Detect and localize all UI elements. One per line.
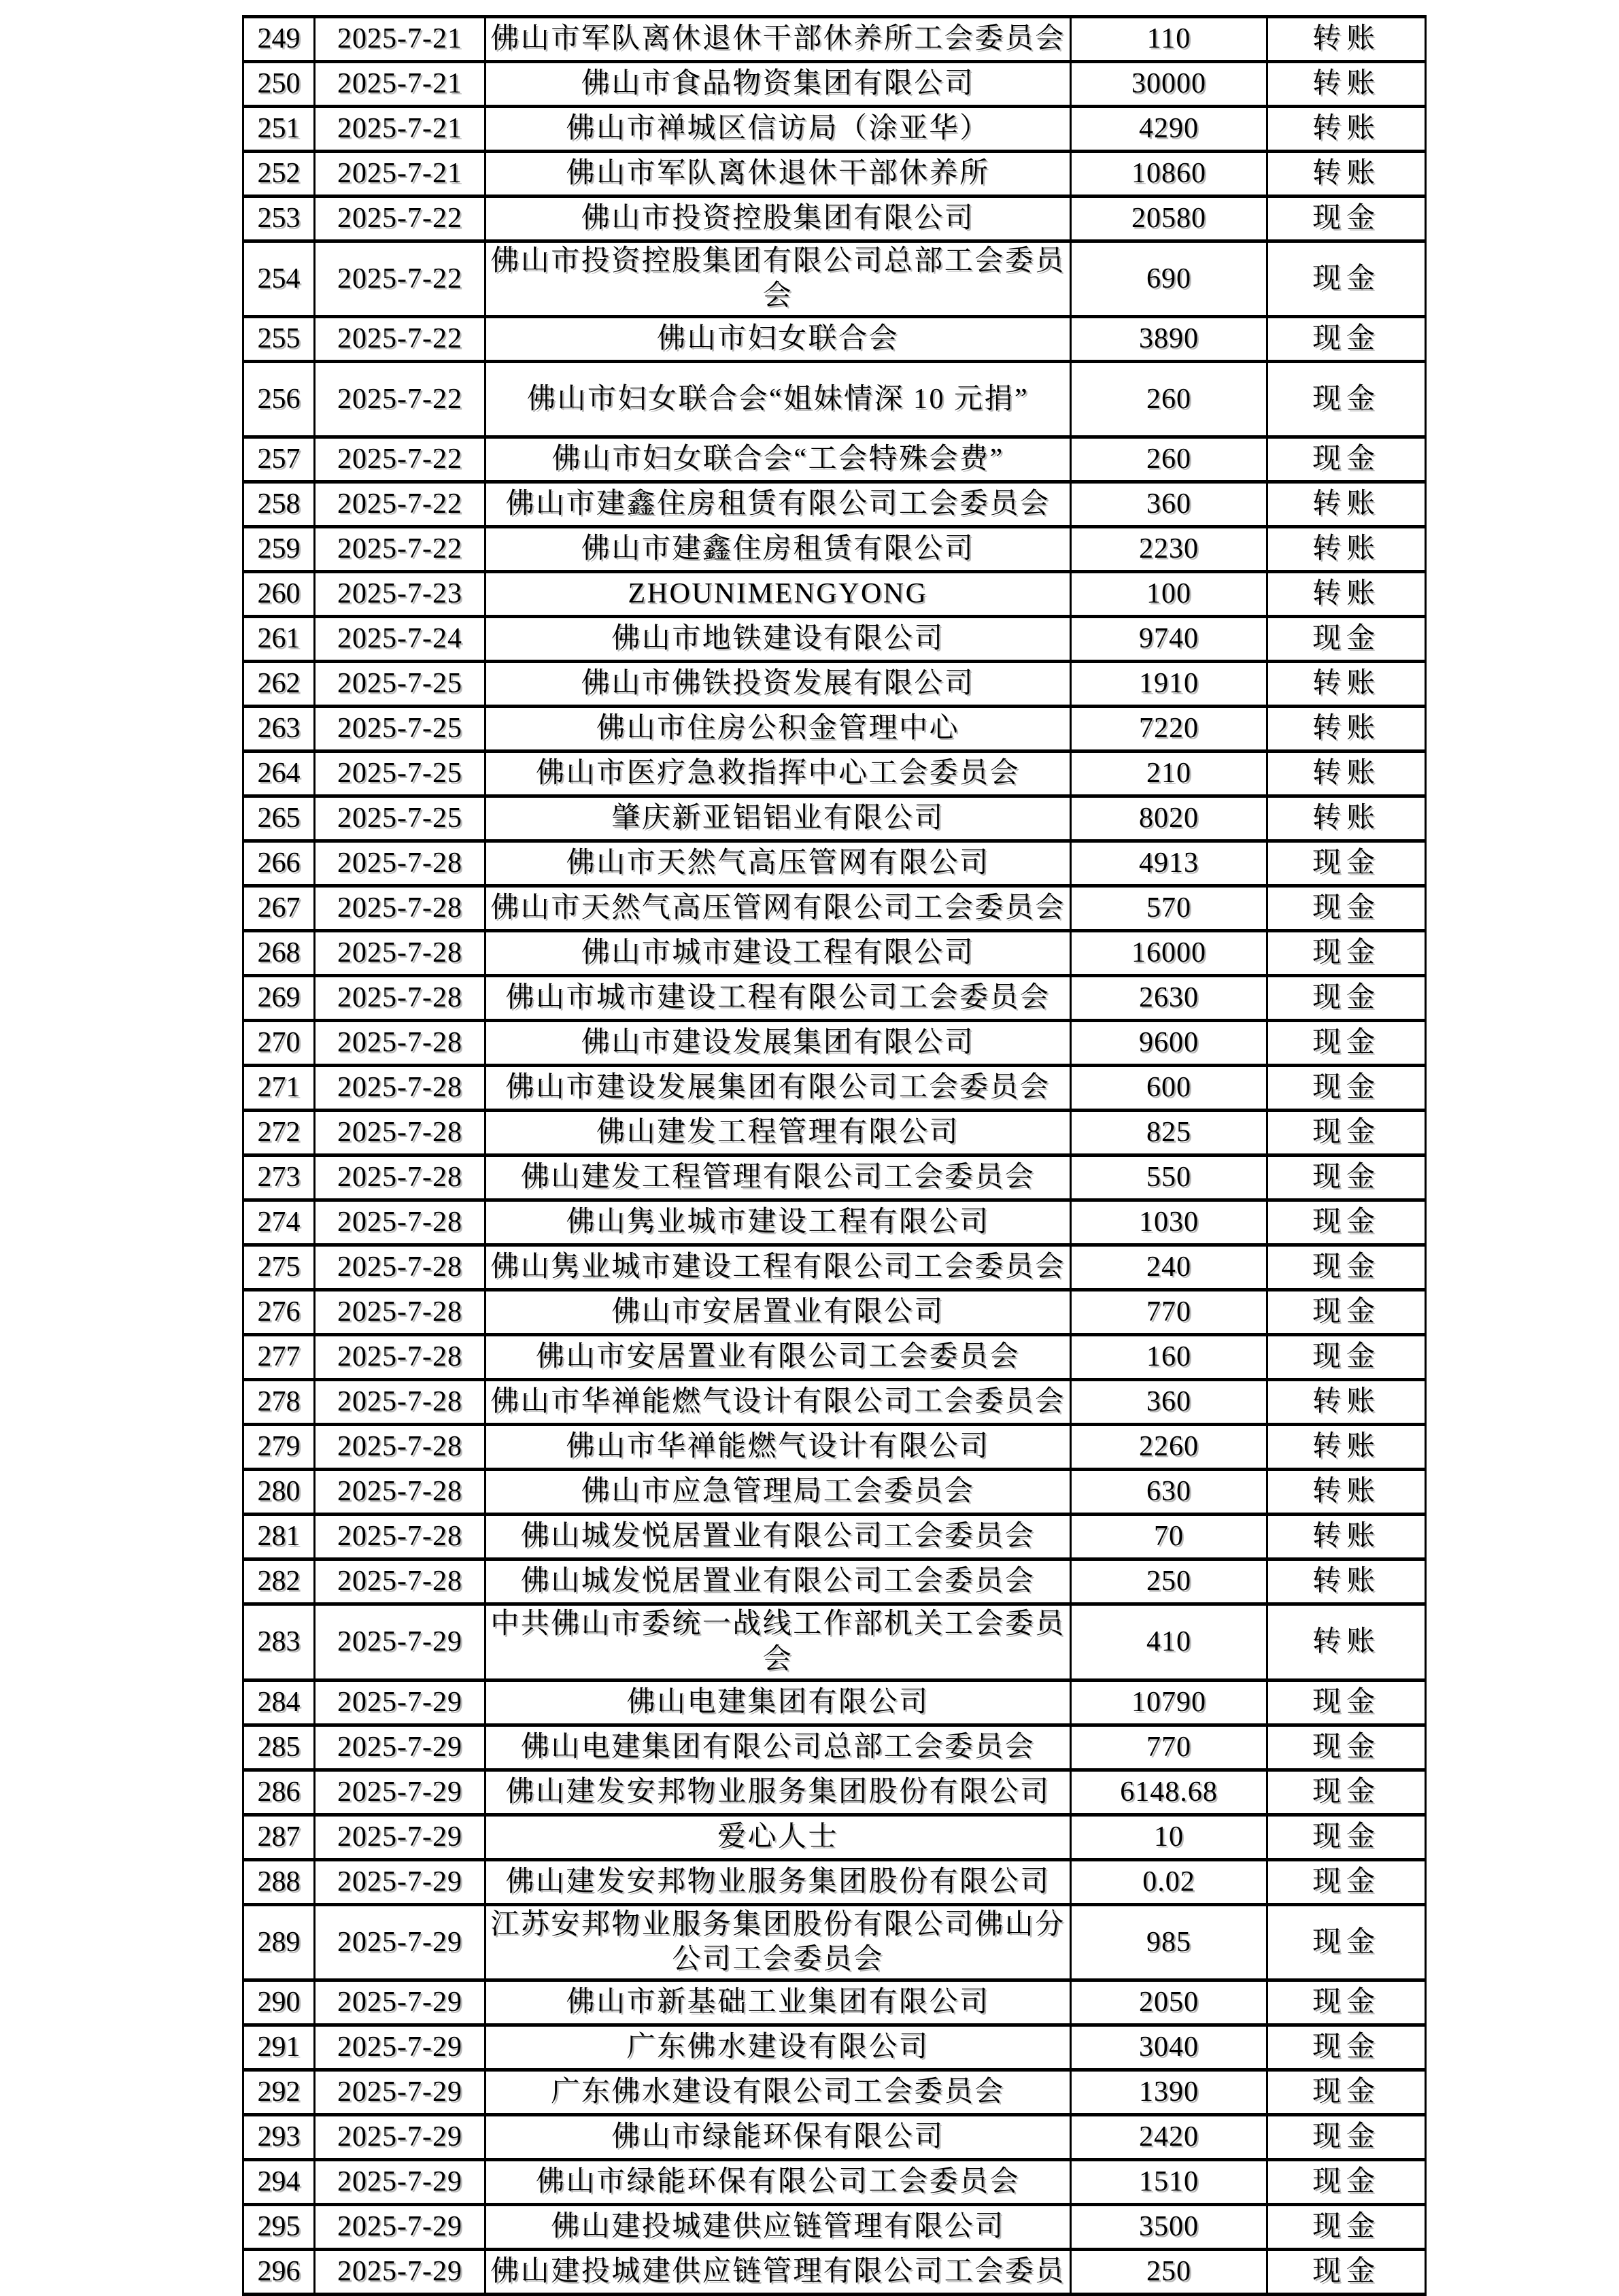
cell-amount: 2050 (1071, 1980, 1267, 2025)
cell-serial-number: 256 (243, 362, 315, 437)
cell-date: 2025-7-28 (315, 1515, 485, 1559)
cell-date: 2025-7-25 (315, 752, 485, 796)
table-row (243, 197, 1426, 241)
table-row (243, 107, 1426, 152)
table-row (243, 482, 1426, 527)
cell-payment-method: 转账 (1267, 796, 1426, 841)
cell-serial-number: 265 (243, 796, 315, 841)
cell-amount: 3040 (1071, 2025, 1267, 2070)
table-row (243, 841, 1426, 886)
cell-serial-number: 261 (243, 617, 315, 662)
cell-payment-method: 现金 (1267, 617, 1426, 662)
cell-serial-number: 279 (243, 1425, 315, 1470)
table-row (243, 437, 1426, 482)
cell-payer-name: 佛山电建集团有限公司 (485, 1680, 1071, 1725)
cell-payer-name: 江苏安邦物业服务集团股份有限公司佛山分公司工会委员会 (485, 1904, 1071, 1980)
table-row (243, 2025, 1426, 2070)
cell-payment-method: 现金 (1267, 1111, 1426, 1155)
cell-payer-name: 佛山市天然气高压管网有限公司工会委员会 (485, 886, 1071, 931)
table-row (243, 1904, 1426, 1980)
cell-payment-method: 转账 (1267, 707, 1426, 752)
table-row (243, 1335, 1426, 1380)
cell-serial-number: 273 (243, 1155, 315, 1200)
cell-date: 2025-7-28 (315, 886, 485, 931)
cell-payer-name: 佛山市应急管理局工会委员会 (485, 1470, 1071, 1515)
cell-amount: 770 (1071, 1725, 1267, 1770)
cell-payer-name: 广东佛水建设有限公司 (485, 2025, 1071, 2070)
cell-payer-name: 佛山市佛铁投资发展有限公司 (485, 662, 1071, 707)
cell-date: 2025-7-29 (315, 1980, 485, 2025)
cell-date: 2025-7-28 (315, 1155, 485, 1200)
cell-serial-number: 267 (243, 886, 315, 931)
table-row (243, 931, 1426, 976)
cell-payment-method: 现金 (1267, 1290, 1426, 1335)
cell-payer-name: 佛山市军队离休退休干部休养所 (485, 152, 1071, 197)
cell-payment-method: 现金 (1267, 2205, 1426, 2250)
cell-amount: 250 (1071, 1559, 1267, 1604)
cell-date: 2025-7-28 (315, 1470, 485, 1515)
cell-amount: 2420 (1071, 2115, 1267, 2160)
cell-payer-name: 佛山市禅城区信访局（涂亚华） (485, 107, 1071, 152)
cell-payer-name: 中共佛山市委统一战线工作部机关工会委员会 (485, 1604, 1071, 1680)
cell-payment-method: 现金 (1267, 1725, 1426, 1770)
cell-serial-number: 282 (243, 1559, 315, 1604)
table-row (243, 617, 1426, 662)
table-row (243, 1725, 1426, 1770)
cell-payer-name: 佛山电建集团有限公司总部工会委员会 (485, 1725, 1071, 1770)
cell-serial-number: 252 (243, 152, 315, 197)
cell-payer-name: 佛山建发安邦物业服务集团股份有限公司 (485, 1770, 1071, 1814)
cell-payer-name: 佛山建发工程管理有限公司工会委员会 (485, 1155, 1071, 1200)
cell-amount: 630 (1071, 1470, 1267, 1515)
cell-date: 2025-7-29 (315, 1680, 485, 1725)
table-row (243, 362, 1426, 437)
cell-payer-name: ZHOUNIMENGYONG (485, 572, 1071, 617)
cell-payment-method: 现金 (1267, 1200, 1426, 1245)
cell-date: 2025-7-28 (315, 1200, 485, 1245)
cell-payment-method: 现金 (1267, 886, 1426, 931)
table-row (243, 1770, 1426, 1814)
cell-payer-name: 佛山市妇女联合会“姐妹情深 10 元捐” (485, 362, 1071, 437)
table-row (243, 1200, 1426, 1245)
cell-payer-name: 爱心人士 (485, 1814, 1071, 1859)
cell-payer-name: 佛山市建设发展集团有限公司工会委员会 (485, 1066, 1071, 1111)
cell-payment-method: 转账 (1267, 662, 1426, 707)
cell-serial-number: 260 (243, 572, 315, 617)
table-row (243, 1814, 1426, 1859)
cell-amount: 985 (1071, 1904, 1267, 1980)
cell-amount: 110 (1071, 17, 1267, 62)
cell-payment-method: 现金 (1267, 1904, 1426, 1980)
cell-date: 2025-7-29 (315, 2115, 485, 2160)
cell-payment-method: 现金 (1267, 197, 1426, 241)
table-row (243, 2160, 1426, 2205)
table-row (243, 317, 1426, 362)
cell-payer-name: 佛山市城市建设工程有限公司工会委员会 (485, 976, 1071, 1021)
cell-payment-method: 现金 (1267, 1814, 1426, 1859)
cell-amount: 10 (1071, 1814, 1267, 1859)
cell-date: 2025-7-24 (315, 617, 485, 662)
cell-amount: 70 (1071, 1515, 1267, 1559)
cell-amount: 30000 (1071, 62, 1267, 107)
cell-payment-method: 现金 (1267, 931, 1426, 976)
cell-amount: 1030 (1071, 1200, 1267, 1245)
cell-payer-name: 佛山建发工程管理有限公司 (485, 1111, 1071, 1155)
cell-amount: 210 (1071, 752, 1267, 796)
cell-amount: 2630 (1071, 976, 1267, 1021)
cell-payment-method: 转账 (1267, 17, 1426, 62)
cell-serial-number: 294 (243, 2160, 315, 2205)
cell-payer-name: 佛山市地铁建设有限公司 (485, 617, 1071, 662)
cell-amount: 3500 (1071, 2205, 1267, 2250)
cell-serial-number: 275 (243, 1245, 315, 1290)
cell-amount: 4913 (1071, 841, 1267, 886)
table-row (243, 241, 1426, 317)
cell-amount: 360 (1071, 1380, 1267, 1425)
cell-payer-name: 佛山城发悦居置业有限公司工会委员会 (485, 1515, 1071, 1559)
cell-amount: 770 (1071, 1290, 1267, 1335)
cell-payer-name: 肇庆新亚铝铝业有限公司 (485, 796, 1071, 841)
table-row (243, 1066, 1426, 1111)
cell-serial-number: 254 (243, 241, 315, 317)
cell-payer-name: 佛山市投资控股集团有限公司总部工会委员会 (485, 241, 1071, 317)
cell-amount: 410 (1071, 1604, 1267, 1680)
cell-date: 2025-7-29 (315, 1725, 485, 1770)
cell-date: 2025-7-28 (315, 931, 485, 976)
cell-amount: 3890 (1071, 317, 1267, 362)
cell-serial-number: 253 (243, 197, 315, 241)
cell-date: 2025-7-28 (315, 1021, 485, 1066)
cell-payment-method: 现金 (1267, 1021, 1426, 1066)
cell-date: 2025-7-22 (315, 362, 485, 437)
cell-amount: 10790 (1071, 1680, 1267, 1725)
cell-payer-name: 佛山市妇女联合会“工会特殊会费” (485, 437, 1071, 482)
cell-serial-number: 285 (243, 1725, 315, 1770)
table-row (243, 1245, 1426, 1290)
cell-payment-method: 转账 (1267, 1515, 1426, 1559)
cell-serial-number: 250 (243, 62, 315, 107)
table-row (243, 1515, 1426, 1559)
cell-amount: 160 (1071, 1335, 1267, 1380)
cell-payment-method: 现金 (1267, 1245, 1426, 1290)
cell-amount: 9740 (1071, 617, 1267, 662)
table-row (243, 1559, 1426, 1604)
table-body (243, 17, 1426, 2295)
cell-date: 2025-7-22 (315, 317, 485, 362)
cell-payment-method: 现金 (1267, 2115, 1426, 2160)
cell-payer-name: 佛山市建设发展集团有限公司 (485, 1021, 1071, 1066)
table-row (243, 662, 1426, 707)
cell-payer-name: 佛山市食品物资集团有限公司 (485, 62, 1071, 107)
cell-payment-method: 转账 (1267, 1425, 1426, 1470)
table-row (243, 1425, 1426, 1470)
cell-date: 2025-7-21 (315, 17, 485, 62)
cell-payer-name: 佛山市投资控股集团有限公司 (485, 197, 1071, 241)
cell-payment-method: 转账 (1267, 1559, 1426, 1604)
cell-serial-number: 264 (243, 752, 315, 796)
cell-serial-number: 268 (243, 931, 315, 976)
cell-amount: 1910 (1071, 662, 1267, 707)
cell-payer-name: 佛山市华禅能燃气设计有限公司 (485, 1425, 1071, 1470)
cell-payer-name: 佛山市军队离休退休干部休养所工会委员会 (485, 17, 1071, 62)
cell-serial-number: 293 (243, 2115, 315, 2160)
cell-payment-method: 转账 (1267, 1380, 1426, 1425)
cell-serial-number: 259 (243, 527, 315, 572)
cell-payment-method: 转账 (1267, 482, 1426, 527)
cell-serial-number: 255 (243, 317, 315, 362)
cell-payment-method: 现金 (1267, 1859, 1426, 1904)
table-row (243, 527, 1426, 572)
cell-serial-number: 281 (243, 1515, 315, 1559)
cell-amount: 825 (1071, 1111, 1267, 1155)
cell-date: 2025-7-22 (315, 482, 485, 527)
table-row (243, 62, 1426, 107)
cell-amount: 250 (1071, 2250, 1267, 2295)
cell-payment-method: 现金 (1267, 2025, 1426, 2070)
cell-amount: 1390 (1071, 2070, 1267, 2115)
cell-amount: 9600 (1071, 1021, 1267, 1066)
cell-amount: 1510 (1071, 2160, 1267, 2205)
cell-payer-name: 佛山市住房公积金管理中心 (485, 707, 1071, 752)
cell-payer-name: 佛山市绿能环保有限公司 (485, 2115, 1071, 2160)
cell-serial-number: 271 (243, 1066, 315, 1111)
cell-payment-method: 现金 (1267, 1680, 1426, 1725)
cell-date: 2025-7-29 (315, 1604, 485, 1680)
cell-serial-number: 287 (243, 1814, 315, 1859)
cell-serial-number: 266 (243, 841, 315, 886)
cell-payer-name: 佛山市建鑫住房租赁有限公司工会委员会 (485, 482, 1071, 527)
cell-date: 2025-7-21 (315, 152, 485, 197)
cell-date: 2025-7-29 (315, 2070, 485, 2115)
cell-date: 2025-7-28 (315, 1066, 485, 1111)
table-row (243, 707, 1426, 752)
cell-payer-name: 广东佛水建设有限公司工会委员会 (485, 2070, 1071, 2115)
cell-payment-method: 现金 (1267, 841, 1426, 886)
cell-payment-method: 现金 (1267, 362, 1426, 437)
cell-payment-method: 现金 (1267, 976, 1426, 1021)
cell-amount: 20580 (1071, 197, 1267, 241)
cell-payer-name: 佛山市建鑫住房租赁有限公司 (485, 527, 1071, 572)
cell-payer-name: 佛山市安居置业有限公司 (485, 1290, 1071, 1335)
cell-payment-method: 转账 (1267, 572, 1426, 617)
table-row (243, 752, 1426, 796)
cell-payment-method: 现金 (1267, 1335, 1426, 1380)
cell-payment-method: 现金 (1267, 1155, 1426, 1200)
cell-date: 2025-7-29 (315, 1814, 485, 1859)
cell-serial-number: 286 (243, 1770, 315, 1814)
cell-serial-number: 257 (243, 437, 315, 482)
cell-serial-number: 251 (243, 107, 315, 152)
donation-ledger-table (242, 15, 1427, 2296)
cell-amount: 7220 (1071, 707, 1267, 752)
cell-amount: 360 (1071, 482, 1267, 527)
cell-serial-number: 284 (243, 1680, 315, 1725)
cell-date: 2025-7-29 (315, 2250, 485, 2295)
cell-serial-number: 263 (243, 707, 315, 752)
cell-payer-name: 佛山市天然气高压管网有限公司 (485, 841, 1071, 886)
cell-serial-number: 262 (243, 662, 315, 707)
cell-date: 2025-7-29 (315, 1904, 485, 1980)
cell-date: 2025-7-22 (315, 197, 485, 241)
cell-payment-method: 转账 (1267, 1604, 1426, 1680)
cell-date: 2025-7-25 (315, 662, 485, 707)
table-row (243, 2070, 1426, 2115)
cell-date: 2025-7-28 (315, 1111, 485, 1155)
cell-date: 2025-7-29 (315, 2205, 485, 2250)
cell-serial-number: 269 (243, 976, 315, 1021)
cell-serial-number: 291 (243, 2025, 315, 2070)
cell-serial-number: 277 (243, 1335, 315, 1380)
cell-payer-name: 佛山市城市建设工程有限公司 (485, 931, 1071, 976)
cell-amount: 100 (1071, 572, 1267, 617)
cell-serial-number: 292 (243, 2070, 315, 2115)
cell-amount: 690 (1071, 241, 1267, 317)
cell-amount: 16000 (1071, 931, 1267, 976)
cell-payer-name: 佛山城发悦居置业有限公司工会委员会 (485, 1559, 1071, 1604)
cell-payment-method: 转账 (1267, 752, 1426, 796)
table-row (243, 886, 1426, 931)
cell-amount: 8020 (1071, 796, 1267, 841)
cell-payer-name: 佛山建投城建供应链管理有限公司 (485, 2205, 1071, 2250)
cell-amount: 4290 (1071, 107, 1267, 152)
cell-serial-number: 280 (243, 1470, 315, 1515)
cell-payment-method: 转账 (1267, 152, 1426, 197)
cell-date: 2025-7-25 (315, 707, 485, 752)
cell-payer-name: 佛山市医疗急救指挥中心工会委员会 (485, 752, 1071, 796)
cell-date: 2025-7-21 (315, 62, 485, 107)
table-row (243, 1021, 1426, 1066)
cell-serial-number: 258 (243, 482, 315, 527)
table-row (243, 1290, 1426, 1335)
cell-serial-number: 276 (243, 1290, 315, 1335)
cell-amount: 6148.68 (1071, 1770, 1267, 1814)
table-row (243, 1980, 1426, 2025)
cell-date: 2025-7-28 (315, 1559, 485, 1604)
cell-date: 2025-7-29 (315, 2025, 485, 2070)
cell-date: 2025-7-29 (315, 1770, 485, 1814)
cell-date: 2025-7-28 (315, 1290, 485, 1335)
cell-amount: 260 (1071, 437, 1267, 482)
cell-date: 2025-7-21 (315, 107, 485, 152)
cell-date: 2025-7-25 (315, 796, 485, 841)
cell-payer-name: 佛山市新基础工业集团有限公司 (485, 1980, 1071, 2025)
table-row (243, 1111, 1426, 1155)
cell-date: 2025-7-29 (315, 1859, 485, 1904)
cell-payer-name: 佛山建发安邦物业服务集团股份有限公司 (485, 1859, 1071, 1904)
cell-serial-number: 296 (243, 2250, 315, 2295)
cell-payer-name: 佛山隽业城市建设工程有限公司工会委员会 (485, 1245, 1071, 1290)
cell-payment-method: 转账 (1267, 1470, 1426, 1515)
table-row (243, 17, 1426, 62)
cell-payment-method: 现金 (1267, 1980, 1426, 2025)
cell-serial-number: 270 (243, 1021, 315, 1066)
cell-serial-number: 274 (243, 1200, 315, 1245)
cell-date: 2025-7-28 (315, 1245, 485, 1290)
cell-date: 2025-7-29 (315, 2160, 485, 2205)
cell-serial-number: 249 (243, 17, 315, 62)
table-row (243, 1859, 1426, 1904)
cell-amount: 240 (1071, 1245, 1267, 1290)
cell-payment-method: 现金 (1267, 2070, 1426, 2115)
cell-date: 2025-7-28 (315, 1335, 485, 1380)
table-row (243, 1155, 1426, 1200)
cell-amount: 2230 (1071, 527, 1267, 572)
table-row (243, 1680, 1426, 1725)
cell-serial-number: 289 (243, 1904, 315, 1980)
cell-payment-method: 转账 (1267, 107, 1426, 152)
cell-date: 2025-7-22 (315, 437, 485, 482)
table-row (243, 2205, 1426, 2250)
table-row (243, 572, 1426, 617)
cell-payment-method: 现金 (1267, 317, 1426, 362)
cell-date: 2025-7-28 (315, 1425, 485, 1470)
cell-date: 2025-7-22 (315, 527, 485, 572)
cell-payer-name: 佛山市安居置业有限公司工会委员会 (485, 1335, 1071, 1380)
cell-amount: 550 (1071, 1155, 1267, 1200)
cell-payment-method: 现金 (1267, 2160, 1426, 2205)
cell-serial-number: 278 (243, 1380, 315, 1425)
table-row (243, 1604, 1426, 1680)
cell-serial-number: 283 (243, 1604, 315, 1680)
cell-date: 2025-7-23 (315, 572, 485, 617)
table-row (243, 1470, 1426, 1515)
table-row (243, 976, 1426, 1021)
cell-serial-number: 295 (243, 2205, 315, 2250)
cell-payer-name: 佛山市妇女联合会 (485, 317, 1071, 362)
cell-date: 2025-7-28 (315, 1380, 485, 1425)
cell-payment-method: 现金 (1267, 1770, 1426, 1814)
cell-amount: 2260 (1071, 1425, 1267, 1470)
cell-amount: 260 (1071, 362, 1267, 437)
cell-payment-method: 现金 (1267, 437, 1426, 482)
cell-payment-method: 现金 (1267, 241, 1426, 317)
cell-date: 2025-7-28 (315, 841, 485, 886)
cell-payment-method: 转账 (1267, 527, 1426, 572)
cell-date: 2025-7-28 (315, 976, 485, 1021)
cell-amount: 10860 (1071, 152, 1267, 197)
cell-payment-method: 现金 (1267, 1066, 1426, 1111)
cell-date: 2025-7-22 (315, 241, 485, 317)
cell-serial-number: 272 (243, 1111, 315, 1155)
cell-amount: 600 (1071, 1066, 1267, 1111)
table-row (243, 152, 1426, 197)
table-row (243, 2250, 1426, 2295)
cell-payer-name: 佛山市绿能环保有限公司工会委员会 (485, 2160, 1071, 2205)
cell-payer-name: 佛山市华禅能燃气设计有限公司工会委员会 (485, 1380, 1071, 1425)
cell-amount: 570 (1071, 886, 1267, 931)
table-row (243, 1380, 1426, 1425)
table-row (243, 2115, 1426, 2160)
table-row (243, 796, 1426, 841)
cell-serial-number: 288 (243, 1859, 315, 1904)
cell-payment-method: 转账 (1267, 62, 1426, 107)
cell-payment-method: 现金 (1267, 2250, 1426, 2295)
cell-serial-number: 290 (243, 1980, 315, 2025)
cell-payer-name: 佛山建投城建供应链管理有限公司工会委员 (485, 2250, 1071, 2295)
cell-amount: 0.02 (1071, 1859, 1267, 1904)
cell-payer-name: 佛山隽业城市建设工程有限公司 (485, 1200, 1071, 1245)
